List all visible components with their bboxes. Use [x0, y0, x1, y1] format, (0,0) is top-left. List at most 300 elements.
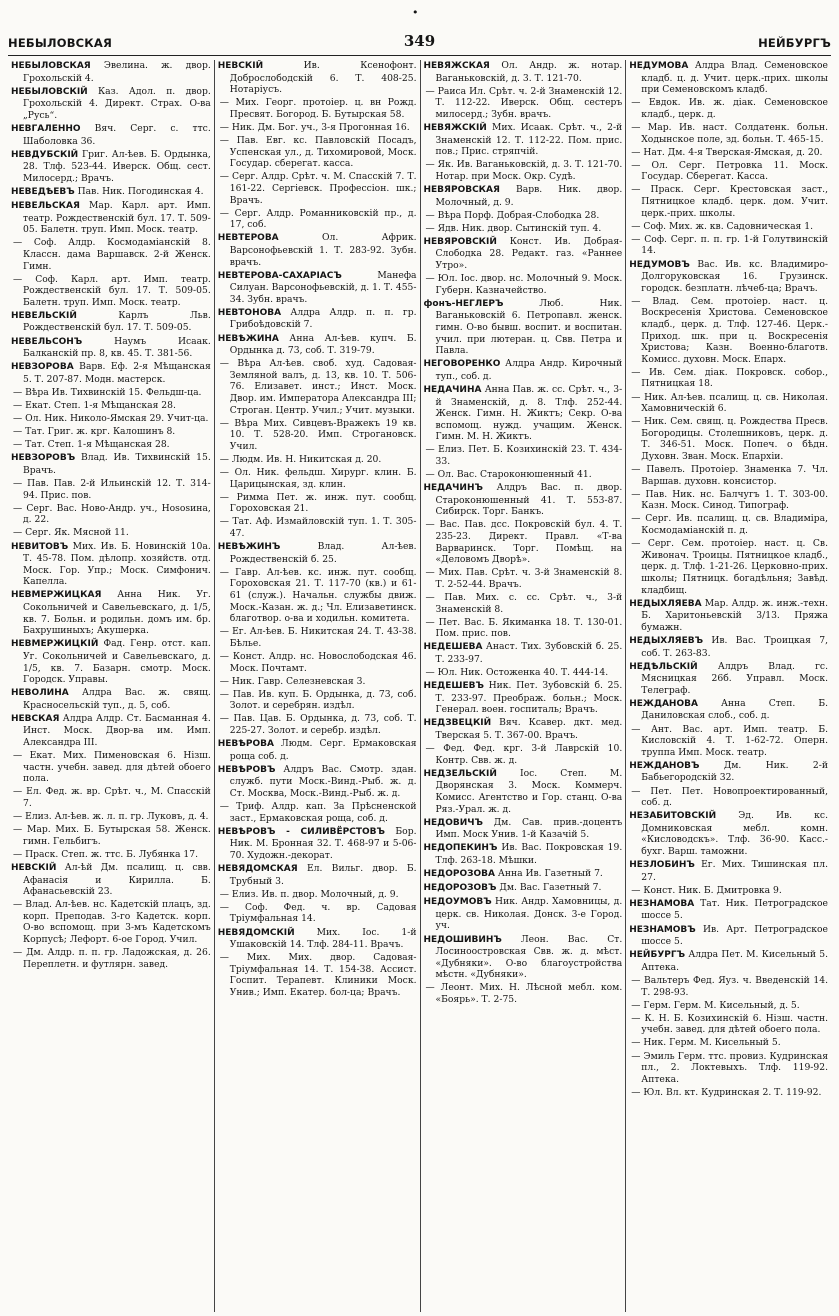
- directory-entry: [424, 617, 623, 640]
- entry-details: Іос. Степ. М. Дворянская 3. Моск. Коммерч. Комисс. Агентство и Гор. станц. О-ва Ряз.-Урал. ж. д.: [435, 767, 623, 815]
- entry-details: — Ник. Сем. свящ. ц. Рождества Пресв. Богородицы. Столешниковъ, церк. д. Т. 346-51. Моск. Попеч. о бѣдн. Духовн. Зван. Моск. Епархіи.: [631, 416, 828, 462]
- entry-details: Алдра Алдр. Ст. Басманная 4. Инст. Моск. Двор-ва им. Имп. Александра III.: [23, 712, 211, 749]
- directory-entry: [424, 444, 623, 467]
- entry-details: Варв. Еф. 2-я Мѣщанская 5. Т. 207-87. Модн. мастерск.: [23, 361, 211, 385]
- directory-entry: [424, 934, 623, 981]
- column-3: [420, 60, 626, 1312]
- entry-surname: НЕВѢРОВА: [217, 739, 274, 750]
- directory-entry: [629, 635, 828, 659]
- directory-entry: [629, 1037, 828, 1049]
- entry-details: Анна Ник. Уг. Сокольничей и Савельевскаго, д. 1/5, кв. 7. Больн. и родильн. домъ им. бр. Бахрушиныхъ; Акушерка.: [23, 589, 211, 637]
- entry-details: — Юл. Іос. двор. нс. Молочный 9. Моск. Губерн. Казначейство.: [425, 273, 623, 296]
- entry-details: Влад. Ал-ѣев. Рождественскій б. 25.: [229, 541, 417, 565]
- directory-entry: [629, 924, 828, 948]
- directory-entry: [218, 97, 417, 120]
- entry-details: — Пав. Ник. нс. Балчугъ 1. Т. 303-00. Казн. Моск. Синод. Типограф.: [631, 488, 828, 512]
- directory-entry: [629, 147, 828, 159]
- entry-details: — Герм. Герм. М. Кисельный, д. 5.: [631, 999, 800, 1011]
- entry-details: — Влад. Ал-ѣев. нс. Кадетскій плацъ, зд. корп. Преподав. 3-го Кадетск. корп. О-во вспомощ. при 3-мъ Кадетскомъ Корпусѣ; Лефорт. 6-ое Город. Учил.: [13, 899, 211, 946]
- entry-details: — Леонт. Мих. Н. Лѣсной мебл. ком. «Боярь». Т. 2-75.: [425, 982, 623, 1006]
- directory-entry: [424, 60, 623, 84]
- entry-details: — Серг. Сем. протоіер. наст. ц. Св. Живонач. Троицы. Пятницкое кладб., церк. д. Тлф. 1-21-26. Церковно-прих. школы; Пятницк. богадѣльня; Завѣд. кладбищ.: [631, 538, 828, 596]
- directory-entry: [629, 1051, 828, 1086]
- entry-details: — Юл. Вл. кт. Кудринская 2. Т. 119-92.: [631, 1086, 822, 1098]
- entry-surname: НЕДЕШЕВА: [423, 642, 483, 653]
- entry-details: Ол. Андр. ж. нотар. Ваганьковскій, д. 3. Т. 121-70.: [435, 60, 623, 84]
- directory-entry: [11, 478, 211, 501]
- directory-entry: [218, 689, 417, 712]
- directory-entry: [629, 60, 828, 96]
- entry-details: — Екат. Степ. 1-я Мѣщанская 28.: [13, 400, 176, 412]
- directory-entry: [218, 927, 417, 951]
- entry-details: Алдра Пет. М. Кисельный 5. Аптека.: [641, 949, 828, 973]
- directory-entry: [424, 519, 623, 565]
- entry-surname: НЕВЯДОМСКАЯ: [217, 864, 298, 875]
- entry-surname: НЕВИТОВЪ: [11, 541, 69, 552]
- entry-details: Анна Пав. ж. сс. Срѣт. ч., 3-й Знаменскій, д. 8. Тлф. 252-44. Женск. Гимн. Н. Жиктъ; Секр. О-ва вспомощ. нужд. учащим. Женск. Гимн. М. Н. Жиктъ.: [435, 383, 623, 443]
- entry-details: — Конст. Ник. Б. Дмитровка 9.: [631, 884, 782, 896]
- entry-details: Ив. Арт. Петроградское шоссе 5.: [641, 923, 828, 948]
- directory-entry: [218, 541, 417, 565]
- directory-entry: [424, 667, 623, 679]
- entry-details: — Пав. Мих. с. сс. Срѣт. ч., 3-й Знаменскій 8.: [425, 592, 623, 615]
- directory-entry: [629, 1000, 828, 1012]
- column-4: [625, 60, 831, 1312]
- entry-details: — Праск. Степ. ж. ттс. Б. Лубянка 17.: [13, 848, 199, 860]
- entry-surname: НЕЖДАНОВЪ: [629, 760, 700, 771]
- directory-entry: [218, 902, 417, 925]
- entry-surname: НЕДЫХЛЯЕВА: [629, 598, 702, 609]
- directory-entry: [11, 186, 211, 199]
- directory-entry: [11, 638, 211, 685]
- directory-entry: [11, 687, 211, 711]
- directory-entry: [218, 467, 417, 490]
- directory-entry: [424, 236, 623, 272]
- directory-entry: [629, 184, 828, 219]
- entry-surname: НЕВМЕРЖИЦКІЙ: [11, 639, 99, 650]
- directory-entry: [424, 896, 623, 932]
- directory-entry: [424, 223, 623, 235]
- directory-entry: [218, 713, 417, 736]
- directory-entry: [218, 676, 417, 688]
- directory-entry: [218, 208, 417, 231]
- directory-entry: [629, 810, 828, 857]
- entry-details: — Ол. Серг. Петровка 11. Моск. Государ. Сберегат. Касса.: [631, 159, 828, 183]
- entry-details: Анна Степ. Б. Даниловская слоб., соб. д.: [641, 697, 828, 722]
- entry-details: Эвелина. ж. двор. Грохольскій 4.: [23, 60, 211, 84]
- directory-entry: [424, 273, 623, 296]
- entry-surname: НЕВСКІЙ: [11, 863, 57, 873]
- entry-details: Пав. Ник. Погодинская 4.: [74, 185, 204, 197]
- entry-surname: НЕВТОНОВА: [217, 307, 282, 318]
- entry-surname: НЕБЫЛОВСКАЯ: [11, 61, 91, 71]
- column-2: [214, 60, 420, 1312]
- directory-entry: [11, 862, 211, 898]
- directory-entry: [424, 717, 623, 741]
- entry-details: — Ник. Ал-ѣев. псалищ. ц. св. Николая. Хамовническій 6.: [631, 391, 828, 415]
- entry-surname: НЕВОЛИНА: [11, 688, 69, 699]
- entry-details: Ел. Вильг. двор. Б. Трубный 3.: [229, 863, 417, 887]
- entry-details: — Серг. Вас. Ново-Андр. уч., Нososина, д. 22.: [13, 502, 211, 526]
- directory-entry: [218, 952, 417, 998]
- directory-entry: [11, 86, 211, 122]
- directory-entry: [629, 259, 828, 295]
- running-head-right: НЕЙБУРГЪ: [758, 36, 831, 50]
- entry-details: — Гавр. Ал-ѣев. кс. инж. пут. сообщ. Гороховская 21. Т. 117-70 (кв.) и 61-61 (служ.). Начальн. службы движ. Моск.-Казан. ж. д.; Чл. Елизаветинск. благотвор. о-ва и ходильн. комитета.: [219, 566, 417, 625]
- entry-details: — Павелъ. Протоіер. Знаменка 7. Чл. Варшав. духовн. консистор.: [631, 464, 828, 487]
- directory-entry: [629, 786, 828, 809]
- entry-details: — Праск. Серг. Крестовская заст., Пятницкое кладб. церк. дом. Учит. церк.-прих. школы.: [631, 184, 828, 219]
- directory-entry: [629, 724, 828, 759]
- directory-entry: [629, 513, 828, 536]
- entry-details: — Ант. Вас. арт. Имп. театр. Б. Кисловскій 4. Т. 1-62-72. Оперн. труппа Имп. Моск. театр.: [631, 723, 828, 758]
- entry-details: Анаст. Тих. Зубовскій б. 25. Т. 233-97.: [435, 641, 623, 665]
- entry-details: — Конст. Алдр. нс. Новослободская 46. Моск. Почтамт.: [219, 651, 417, 674]
- directory-entry: [629, 698, 828, 722]
- directory-entry: [11, 503, 211, 526]
- entry-details: Ник. Пет. Зубовскій б. 25. Т. 233-97. Преображ. больн.; Моск. Генерал. воен. госпиталь; Врачъ.: [435, 680, 623, 716]
- entry-details: Бор. Ник. М. Бронная 32. Т. 468-97 и 5-06-70. Художн.-декорат.: [229, 825, 417, 861]
- directory-entry: [424, 122, 623, 158]
- entry-surname: НЕЗНАМОВЪ: [629, 924, 696, 935]
- directory-entry: [629, 538, 828, 596]
- directory-entry: [424, 298, 623, 357]
- directory-entry: [11, 400, 211, 412]
- directory-entry: [424, 982, 623, 1005]
- entry-details: — Триф. Алдр. кап. За Прѣсненской заст., Ермаковская роща, соб. д.: [219, 801, 417, 824]
- entry-details: Ник. Андр. Хамовницы, д. церк. св. Николая. Донск. 3-е Город. уч.: [435, 896, 623, 932]
- entry-surname: НЕДУМОВА: [629, 61, 689, 71]
- directory-entry: [218, 651, 417, 674]
- directory-entry: [629, 1087, 828, 1099]
- entry-surname: НЕБЫЛОВСКІЙ: [11, 86, 88, 97]
- directory-entry: [11, 541, 211, 588]
- directory-entry: [424, 86, 623, 121]
- directory-entry: [11, 439, 211, 451]
- entry-details: Леон. Вас. Ст. Лосиноостровская Свв. ж. д. мѣст. «Дубняки». О-во благоустройства мѣстн. «Дубняки».: [435, 933, 623, 981]
- directory-entry: [218, 122, 417, 134]
- directory-entry: [11, 149, 211, 185]
- directory-entry: [218, 492, 417, 515]
- directory-entry: [218, 307, 417, 331]
- entry-details: Манефа Силуан. Варсонофьевскій, д. 1. Т. 455-34. Зубн. врачъ.: [229, 269, 417, 305]
- entry-details: — Вѣра Ив. Тихвинскій 15. Фельдш-ца.: [13, 386, 202, 398]
- top-mark: •: [412, 6, 419, 19]
- entry-surname: НЕВТЕРОВА-САХАРІАСЪ: [217, 270, 342, 281]
- entry-surname: НЕЙБУРГЪ: [629, 950, 686, 961]
- directory-entry: [629, 975, 828, 998]
- directory-entry: [629, 949, 828, 973]
- entry-details: Мар. Карл. арт. Имп. театр. Рождественскій бул. 17. Т. 509-05. Балетн. труп. Имп. Моск. театр.: [23, 200, 211, 236]
- directory-entry: [11, 361, 211, 385]
- running-head-left: НЕБЫЛОВСКАЯ: [8, 36, 113, 50]
- directory-entry: [11, 413, 211, 425]
- entry-details: — Ник. Дм. Бог. уч., 3-я Прогонная 16.: [219, 121, 410, 133]
- directory-entry: [218, 333, 417, 357]
- directory-entry: [11, 452, 211, 476]
- entry-surname: НЕДУМОВЪ: [629, 259, 690, 270]
- entry-surname: НЕЗНАМОВА: [629, 898, 695, 909]
- directory-entry: [11, 123, 211, 147]
- entry-surname: НЕВМЕРЖИЦКАЯ: [11, 590, 102, 601]
- entry-details: — Соф. Алдр. Космодаміанскій 8. Классн. дама Варшавск. 2-й Женск. Гимн.: [13, 237, 211, 272]
- directory-entry: [629, 122, 828, 145]
- entry-details: — Як. Ив. Ваганьковскій, д. 3. Т. 121-70. Нотар. при Моск. Окр. Судѣ.: [425, 159, 623, 182]
- entry-details: — Эмиль Герм. ттс. провиз. Кудринская пл., 2. Локтевыхъ. Тлф. 119-92. Аптека.: [631, 1050, 828, 1085]
- entry-details: Конст. Ив. Добрая-Слободка 28. Редакт. газ. «Раннее Утро».: [435, 235, 623, 271]
- page-header: [8, 26, 831, 56]
- entry-details: Алдръ Влад. гс. Мясницкая 26б. Управл. Моск. Телеграф.: [641, 660, 828, 696]
- entry-details: — Вѣра Ал-ѣев. своб. худ. Садовая-Земляной валъ, д. 13, кв. 10. Т. 506-76. Елизавет. инст.; Инст. Моск. Двор. им. Императора Александра III; Строган. Центр. Учил.; Учит. музыки.: [219, 358, 417, 416]
- entry-details: — Мих. Георг. протоіер. ц. вн Рожд. Пресвят. Богород. Б. Бутырская 58.: [219, 97, 417, 120]
- entry-details: — Тат. Аф. Измайловскій туп. 1. Т. 305-47.: [219, 516, 417, 540]
- entry-surname: НЕДЗЕЛЬСКІЙ: [423, 768, 497, 779]
- columns-container: [8, 60, 831, 1312]
- entry-surname: НЕВЯЖСКІЙ: [423, 122, 487, 133]
- entry-surname: НЕВѢРОВЪ: [217, 764, 276, 775]
- entry-details: — Мар. Ив. наст. Солдатенк. больн. Ходынское поле, зд. больн. Т. 465-15.: [631, 121, 828, 145]
- directory-entry: [11, 713, 211, 749]
- entry-surname: НЕВЯРОВСКАЯ: [423, 184, 500, 195]
- directory-entry: [424, 768, 623, 815]
- entry-details: Ив. Ксенофонт. Доброслободскій 6. Т. 408-25. Нотаріусъ.: [229, 60, 417, 96]
- entry-details: — Соф. Серг. п. п. гр. 1-й Голутвинскій 14.: [631, 233, 828, 257]
- entry-surname: НЕВѢЖИНА: [217, 333, 279, 344]
- directory-entry: [218, 270, 417, 306]
- entry-details: Тат. Ник. Петроградское шоссе 5.: [641, 897, 828, 922]
- entry-details: Анна Ив. Газетный 7.: [494, 868, 603, 880]
- entry-details: Ег. Мих. Тишинская пл. 27.: [641, 859, 828, 883]
- entry-details: — Мих. Мих. двор. Садовая-Тріумфальная 14. Т. 154-38. Ассист. Госпит. Терапевт. Клиники Моск. Унив.; Имп. Екатер. бол-ца; Врачъ.: [219, 952, 417, 999]
- entry-surname: НЕВСКАЯ: [11, 713, 60, 724]
- entry-details: — Ол. Ник. фельдш. Хирург. клин. Б. Царицынская, зд. клин.: [219, 467, 417, 490]
- entry-details: Алдръ Вас. Смотр. здан. служб. пути Моск.-Винд.-Рыб. ж. д. Ст. Москва, Моск.-Винд.-Рыб. ж. д.: [229, 763, 417, 800]
- directory-entry: [218, 889, 417, 901]
- entry-details: — Людм. Ив. Н. Никитская д. 20.: [219, 454, 382, 465]
- entry-details: Наумъ Исаак. Балканскій пр. 8, кв. 45. Т. 381-56.: [23, 335, 211, 360]
- directory-entry: [218, 358, 417, 416]
- entry-details: — Юл. Ник. Остоженка 40. Т. 444-14.: [425, 667, 609, 679]
- directory-entry: [218, 764, 417, 800]
- directory-entry: [11, 426, 211, 438]
- directory-entry: [424, 817, 623, 841]
- directory-entry: [424, 210, 623, 222]
- entry-details: — Серг. Як. Мясной 11.: [13, 527, 129, 539]
- entry-details: — Елиз. Ив. п. двор. Молочный, д. 9.: [219, 888, 399, 900]
- entry-surname: НЕДЫХЛЯЕВЪ: [629, 635, 704, 646]
- directory-entry: [218, 516, 417, 539]
- directory-entry: [629, 234, 828, 257]
- entry-details: — Елиз. Ал-ѣев. ж. л. п. гр. Луковъ, д. 4.: [13, 811, 209, 823]
- entry-details: — Мар. Мих. Б. Бутырская 58. Женск. гимн. Гельбигъ.: [13, 824, 211, 847]
- entry-details: Мих. Іос. 1-й Ушаковскій 14. Тлф. 284-11. Врачъ.: [229, 926, 417, 951]
- entry-details: Ив. Вас. Покровская 19. Тлф. 263-18. Мѣшки.: [435, 842, 623, 866]
- entry-details: Анна Ал-ѣев. купч. Б. Ордынка д. 73, соб. Т. 319-79.: [229, 332, 417, 357]
- entry-details: Ол. Африк. Варсонофьевскій 1. Т. 283-92. Зубн. врачъ.: [229, 232, 417, 268]
- directory-entry: [629, 661, 828, 697]
- entry-details: Мих. Исаак. Срѣт. ч., 2-й Знаменскій 12. Т. 112-22. Пом. прис. пов.; Прис. стряпчій.: [435, 121, 623, 158]
- directory-entry: [11, 811, 211, 823]
- directory-entry: [218, 135, 417, 170]
- entry-details: — Ол. Ник. Николо-Ямская 29. Учит-ца.: [13, 413, 209, 425]
- entry-details: — Пав. Ив. куп. Б. Ордынка, д. 73, соб. Золот. и серебрян. издѣл.: [219, 688, 417, 712]
- directory-entry: [629, 416, 828, 462]
- directory-entry: [629, 760, 828, 784]
- entry-surname: НЕВѢРОВЪ - СИЛИВЁРСТОВЪ: [217, 826, 385, 837]
- entry-details: Дм. Вас. Газетный 7.: [496, 882, 602, 894]
- entry-surname: НЕДѢЛЬСКІЙ: [629, 661, 698, 672]
- entry-details: Люб. Ник. Ваганьковскій 6. Петропавл. женск. гимн. О-во бывш. воспит. и воспитан. учил. при лютеран. ц. Свв. Петра и Павла.: [435, 297, 623, 357]
- entry-details: — Тат. Степ. 1-я Мѣщанская 28.: [13, 439, 170, 451]
- entry-details: Вяч. Серг. с. ттс. Шаболовка 36.: [23, 122, 211, 147]
- entry-surname: НЕВѢЖИНЪ: [217, 542, 281, 553]
- entry-details: — Пав. Пав. 2-й Ильинскій 12. Т. 314-94. Прис. пов.: [13, 478, 211, 501]
- directory-entry: [424, 384, 623, 443]
- entry-surname: НЕВЯРОВСКІЙ: [423, 236, 497, 247]
- entry-details: — Раиса Ил. Срѣт. ч. 2-й Знаменскій 12. Т. 112-22. Иверск. Общ. сестеръ милосерд.; Зубн. врачъ.: [425, 85, 623, 120]
- entry-details: — Дм. Алдр. п. п. гр. Ладожская, д. 26. Переплетн. и футлярн. завед.: [13, 947, 211, 970]
- directory-entry: [629, 885, 828, 897]
- directory-entry: [11, 237, 211, 272]
- entry-details: — Ег. Ал-ѣев. Б. Никитская 24. Т. 43-38. Бѣлье.: [219, 626, 417, 649]
- entry-surname: НЕВЗОРОВЪ: [11, 453, 76, 464]
- directory-entry: [218, 738, 417, 762]
- directory-entry: [424, 680, 623, 716]
- entry-details: Влад. Ив. Тихвинскій 15. Врачъ.: [23, 452, 211, 476]
- directory-entry: [11, 274, 211, 309]
- directory-entry: [424, 868, 623, 881]
- entry-details: — Серг. Ив. псалищ. ц. св. Владиміра, Космодаміанскій п. д.: [631, 513, 828, 537]
- entry-details: Дм. Ник. 2-й Бабьегородскій 32.: [641, 759, 828, 784]
- entry-details: Алдра Вас. ж. свящ. Красносельскій туп., д. 5, соб.: [23, 687, 211, 711]
- entry-surname: НЕВЕЛЬСКІЙ: [11, 310, 77, 321]
- entry-surname: НЕДЗВЕЦКІЙ: [423, 718, 492, 729]
- directory-entry: [11, 947, 211, 970]
- directory-entry: [424, 842, 623, 866]
- directory-entry: [424, 882, 623, 895]
- entry-details: — Соф. Фед. ч. вр. Садовая Тріумфальная 14.: [219, 901, 417, 925]
- entry-details: Людм. Серг. Ермаковская роща соб. д.: [229, 738, 417, 762]
- entry-details: Алдра Влад. Семеновское кладб. ц. д. Учит. церк.-прих. школы при Семеновскомъ кладб.: [641, 60, 828, 96]
- entry-surname: НЕДОШИВИНЪ: [423, 934, 502, 945]
- entry-surname: НЕДОПЕКИНЪ: [423, 843, 498, 854]
- entry-surname: НЕЗАБИТОВСКІЙ: [629, 811, 717, 822]
- directory-entry: [11, 824, 211, 847]
- entry-details: — Вас. Пав. дсс. Покровскій бул. 4. Т. 235-23. Директ. Правл. «Т-ва Варваринск. Торг. Помѣщ. на «Деловомъ Дворѣ».: [425, 519, 623, 566]
- entry-details: — К. Н. Б. Козихинскій 6. Нiзш. частн. учебн. завед. для дѣтей обоего пола.: [631, 1012, 828, 1036]
- directory-entry: [218, 171, 417, 206]
- directory-entry: [218, 863, 417, 887]
- entry-details: — Евдок. Ив. ж. діак. Семеновское кладб., церк. д.: [631, 97, 828, 120]
- directory-entry: [424, 184, 623, 208]
- directory-entry: [11, 786, 211, 809]
- entry-surname: НЕВСКІЙ: [217, 61, 264, 71]
- entry-details: — Мих. Пав. Срѣт. ч. 3-й Знаменскій 8. Т. 2-52-44. Врачъ.: [425, 567, 623, 590]
- entry-details: — Соф. Карл. арт. Имп. театр. Рождественскій бул. 17. Т. 509-05. Балетн. труп. Имп. Моск. театр.: [13, 273, 211, 308]
- entry-surname: НЕВЕЛЬСКАЯ: [11, 201, 80, 212]
- page-number: 349: [403, 32, 436, 50]
- entry-surname: НЕДОВИЧЪ: [423, 817, 483, 828]
- entry-details: — Соф. Мих. ж. кв. Садовническая 1.: [631, 220, 814, 232]
- entry-details: Дм. Сав. прив.-доцентъ Имп. Моск Унив. 1-й Казачій 5.: [435, 816, 623, 841]
- directory-entry: [11, 336, 211, 360]
- entry-details: Алдръ Вас. п. двор. Староконюшенный 41. Т. 553-87. Сибирск. Торг. Банкъ.: [435, 482, 623, 518]
- entry-details: — Ник. Герм. М. Кисельный 5.: [631, 1037, 781, 1049]
- entry-surname: НЕДЕШЕВЪ: [423, 681, 484, 692]
- entry-details: — Екат. Мих. Пименовская 6. Нiзш. частн. учебн. завед. для дѣтей обоего пола.: [13, 750, 211, 785]
- entry-details: — Нат. Дм. 4-я Тверская-Ямская, д. 20.: [631, 146, 823, 158]
- directory-entry: [11, 899, 211, 945]
- directory-entry: [424, 592, 623, 615]
- entry-details: Ал-ѣй Дм. псалищ. ц. свв. Афанасія и Кирилла. Б. Афанасьевскій 23.: [23, 862, 211, 898]
- directory-entry: [629, 97, 828, 120]
- entry-details: — Ив. Сем. діак. Покровск. собор., Пятницкая 18.: [631, 366, 828, 390]
- entry-details: — Вѣра Порф. Добрая-Слободка 28.: [425, 209, 600, 221]
- directory-entry: [424, 567, 623, 590]
- entry-details: Карлъ Льв. Рождественскій бул. 17. Т. 509-05.: [23, 309, 211, 334]
- entry-surname: НЕВЕЛЬСОНЪ: [11, 336, 83, 347]
- entry-details: Каз. Адол. п. двор. Грохольскій 4. Директ. Страх. О-ва „Русь“.: [23, 85, 211, 121]
- column-1: [8, 60, 214, 1312]
- entry-surname: НЕВЯЖСКАЯ: [423, 61, 490, 71]
- entry-details: Вяч. Ксавер. дкт. мед. Тверская 5. Т. 367-00. Врачъ.: [435, 717, 623, 742]
- entry-details: Вас. Ив. кс. Владимиро-Долгоруковская 16. Грузинск. городск. безплатн. лѣчеб-ца; Врачъ.: [641, 258, 828, 294]
- entry-details: — Ник. Гавр. Селезневская 3.: [219, 675, 366, 687]
- entry-surname: НЕДОУМОВЪ: [423, 897, 492, 908]
- directory-entry: [424, 358, 623, 382]
- directory-entry: [218, 60, 417, 96]
- entry-details: — Фед. Фед. крг. 3-й Лаврскій 10. Контр. Свв. ж. д.: [425, 743, 623, 766]
- directory-entry: [11, 750, 211, 785]
- entry-surname: НЕВЕДѢЕВЪ: [11, 186, 75, 197]
- directory-entry: [11, 310, 211, 334]
- entry-details: Мих. Ив. Б. Новинскій 10а. Т. 45-78. Пом. дѣлопр. хозяйств. отд. Моск. Гор. Упр.; Моск. Симфонич. Капелла.: [23, 540, 211, 588]
- directory-entry: [11, 527, 211, 539]
- entry-surname: НЕДОРОЗОВА: [423, 869, 495, 880]
- entry-surname: НЕДОРОЗОВЪ: [423, 883, 497, 894]
- directory-entry: [218, 801, 417, 824]
- entry-details: Эд. Ив. кс. Домниковская мебл. комн. «Кисловодскъ». Тлф. 36-90. Касс.-бухг. Варш. таможни.: [641, 810, 828, 857]
- entry-details: Мар. Алдр. ж. инж.-техн. Б. Харитоньевскій 3/13. Пряжа бумажн.: [641, 597, 828, 633]
- entry-surname: НЕДАЧИНЪ: [423, 483, 483, 494]
- entry-surname: НЕВГАЛЕННО: [11, 123, 81, 134]
- directory-entry: [424, 743, 623, 766]
- entry-details: — Ел. Фед. ж. вр. Срѣт. ч., М. Спасскій 7.: [13, 786, 211, 810]
- directory-entry: [629, 464, 828, 487]
- entry-details: — Тат. Григ. ж. крг. Калошинъ 8.: [13, 426, 176, 438]
- entry-details: — Серг. Алдр. Романниковскій пр., д. 17, соб.: [219, 207, 417, 231]
- entry-details: — Пав. Цав. Б. Ордынка, д. 73, соб. Т. 225-27. Золот. и серебр. издѣл.: [219, 713, 417, 737]
- entry-surname: НЕВЯДОМСКІЙ: [217, 927, 295, 938]
- entry-details: — Серг. Алдр. Срѣт. ч. М. Спасскій 7. Т. 161-22. Сергіевск. Профессіон. шк.; Врачъ.: [219, 171, 417, 206]
- entry-details: — Вальтеръ Фед. Яуз. ч. Введенскій 14. Т. 298-93.: [631, 974, 828, 998]
- directory-entry: [629, 221, 828, 233]
- entry-details: Фад. Генр. отст. кап. Уг. Сокольничей и Савельевскаго, д. 1/5, кв. 7. Базарн. смотр. Моск. Городск. Управы.: [23, 638, 211, 686]
- directory-entry: [629, 898, 828, 922]
- entry-details: — Ядв. Ник. двор. Сытинскій туп. 4.: [425, 222, 602, 234]
- directory-entry: [629, 598, 828, 634]
- entry-details: — Римма Пет. ж. инж. пут. сообщ. Гороховская 21.: [219, 491, 417, 515]
- directory-entry: [629, 489, 828, 512]
- directory-entry: [11, 200, 211, 236]
- directory-entry: [11, 60, 211, 84]
- entry-details: — Вѣра Мих. Сивцевъ-Вражекъ 19 кв. 10. Т. 528-20. Имп. Строгановск. Учил.: [219, 417, 417, 452]
- entry-details: — Пет. Вас. Б. Якиманка 18. Т. 130-01. Пом. прис. пов.: [425, 616, 623, 640]
- directory-entry: [424, 482, 623, 518]
- entry-surname: фонъ-НЕГЛЕРЪ: [423, 298, 504, 309]
- entry-details: Варв. Ник. двор. Молочный, д. 9.: [435, 183, 623, 208]
- directory-entry: [218, 418, 417, 453]
